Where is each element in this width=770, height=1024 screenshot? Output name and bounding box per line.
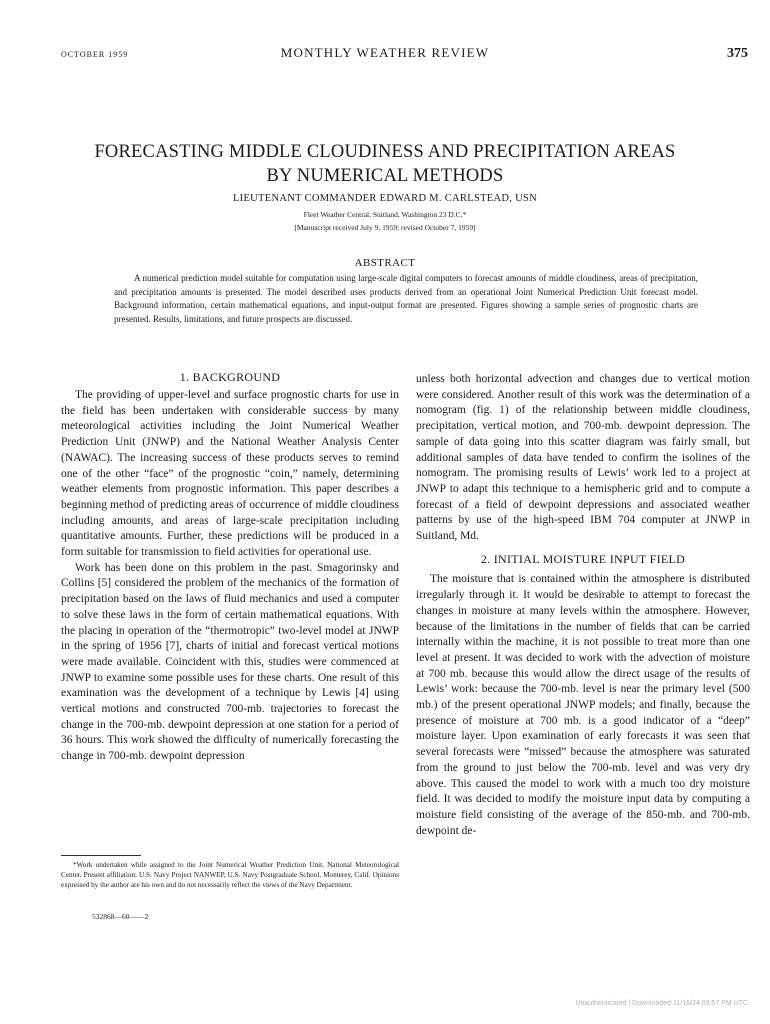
footnote: *Work undertaken while assigned to the Joint Numerical Weather Prediction Unit, National Meteorological Center. Present affiliation: U.S. Navy Project NANWEP, U.S. Navy Postgraduate School, Monterey, Calif. Opinions expressed by the author are his own and do not necessarily reflect the views of the Navy Department.: [61, 861, 399, 889]
page-number: 375: [727, 46, 748, 61]
paragraph: Work has been done on this problem in the past. Smagorinsky and Collins [5] considered the problem of the mechanics of the formation of precipitation based on the laws of fluid mechanics and used a computer to solve these laws in the form of certain mathematical equations. With the placing in operation of the “thermotropic” two-level model at JNWP in the spring of 1956 [7], charts of initial and forecast vertical motions were made available. Coincident with this, studies were commenced at JNWP to examine some possible uses for these charts. One result of this examination was the development of a technique by Lewis [4] using vertical motions and constructed 700-mb. trajectories to forecast the change in the 700-mb. dewpoint depression at one station for a period of 36 hours. This work showed the difficulty of numerically forecasting the change in 700-mb. dewpoint depression: [61, 561, 399, 763]
paragraph-continued: unless both horizontal advection and changes due to vertical motion were considered. Another result of this work was the determination of a nomogram (fig. 1) of the relationship between middle cloudiness, precipitation, vertical motion, and 700-mb. dewpoint depression. The sample of data going into this scatter diagram was fairly small, but additional samples of data have tended to confirm the isolines of the nomogram. The promising results of Lewis’ work led to a project at JNWP to adapt this technique to a hemispheric grid and to compute a forecast of a field of dewpoint depressions and associated weather patterns by use of the high-speed IBM 704 computer at JNWP in Suitland, Md.: [416, 373, 750, 543]
paragraph: The providing of upper-level and surface prognostic charts for use in the field has been undertaken with considerable success by many meteorological activities including the Joint Numerical Weather Prediction Unit (JNWP) and the National Weather Analysis Center (NAWAC). The increasing success of these products serves to remind one of the other “face” of the prognostic “coin,” namely, determining weather elements from prognostic information. This paper describes a beginning method of predicting areas of occurrence of middle cloudiness including amounts, and areas of large-scale precipitation including quantitative amounts. Further, these predictions will be produced in a form suitable for transmission to field activities for operational use.: [61, 389, 399, 559]
section-2-heading: 2. INITIAL MOISTURE INPUT FIELD: [480, 551, 686, 566]
left-column: [61, 388, 399, 765]
paragraph: The moisture that is contained within the atmosphere is distributed irregularly through it. It would be desirable to attempt to forecast the changes in moisture at many levels within the atmosphere. However, because of the limitations in the number of fields that can be carried internally within the machine, it is not possible to treat more than one level at present. It was decided to work with the advection of moisture at 700 mb. because this would allow the direct usage of the results of Lewis’ work: because the 700-mb. level is near the primary level (500 mb.) of the present operational JNWP models; and finally, because the presence of moisture at 700 mb. is a good indicator of a “deep” moisture layer. Upon examination of early forecasts it was seen that several forecasts were “missed” because the atmosphere was saturated from the ground to just below the 700-mb. level and was very dry above. This caused the model to work with a much too dry moisture field. It was decided to modify the moisture input data by computing a moisture field consisting of the average of the 850-mb. and 700-mb. dewpoint de-: [416, 573, 750, 837]
print-code: 532868—60——2: [92, 912, 149, 921]
title-line-2: BY NUMERICAL METHODS: [266, 166, 504, 186]
download-watermark: Unauthenticated | Downloaded 11/16/24 03:57 PM UTC: [575, 1000, 748, 1007]
received-line: [Manuscript received July 9, 1959; revised October 7, 1959]: [294, 223, 476, 232]
abstract-text: A numerical prediction model suitable for computation using large-scale digital computers to forecast amounts of middle cloudiness, areas of precipitation, and precipitation amounts is presented. The model described uses products derived from an operational Joint Numerical Prediction Unit forecast model. Background information, certain mathematical equations, and input-output format are presented. Figures showing a sample series of prognostic charts are presented. Results, limitations, and future prospects are discussed.: [114, 273, 698, 324]
footnote-divider: [61, 855, 141, 856]
right-column: [416, 372, 750, 839]
title-line-1: FORECASTING MIDDLE CLOUDINESS AND PRECIPITATION AREAS: [94, 142, 676, 162]
article-title: [40, 140, 730, 188]
running-head-date: OCTOBER 1959: [61, 50, 129, 59]
affiliation-line: Fleet Weather Central, Suitland, Washington 23 D.C.*: [303, 210, 467, 219]
journal-title: MONTHLY WEATHER REVIEW: [280, 45, 490, 60]
section-1-heading: 1. BACKGROUND: [179, 370, 281, 384]
author-line: LIEUTENANT COMMANDER EDWARD M. CARLSTEAD, USN: [232, 193, 538, 204]
abstract-heading: ABSTRACT: [354, 257, 416, 269]
